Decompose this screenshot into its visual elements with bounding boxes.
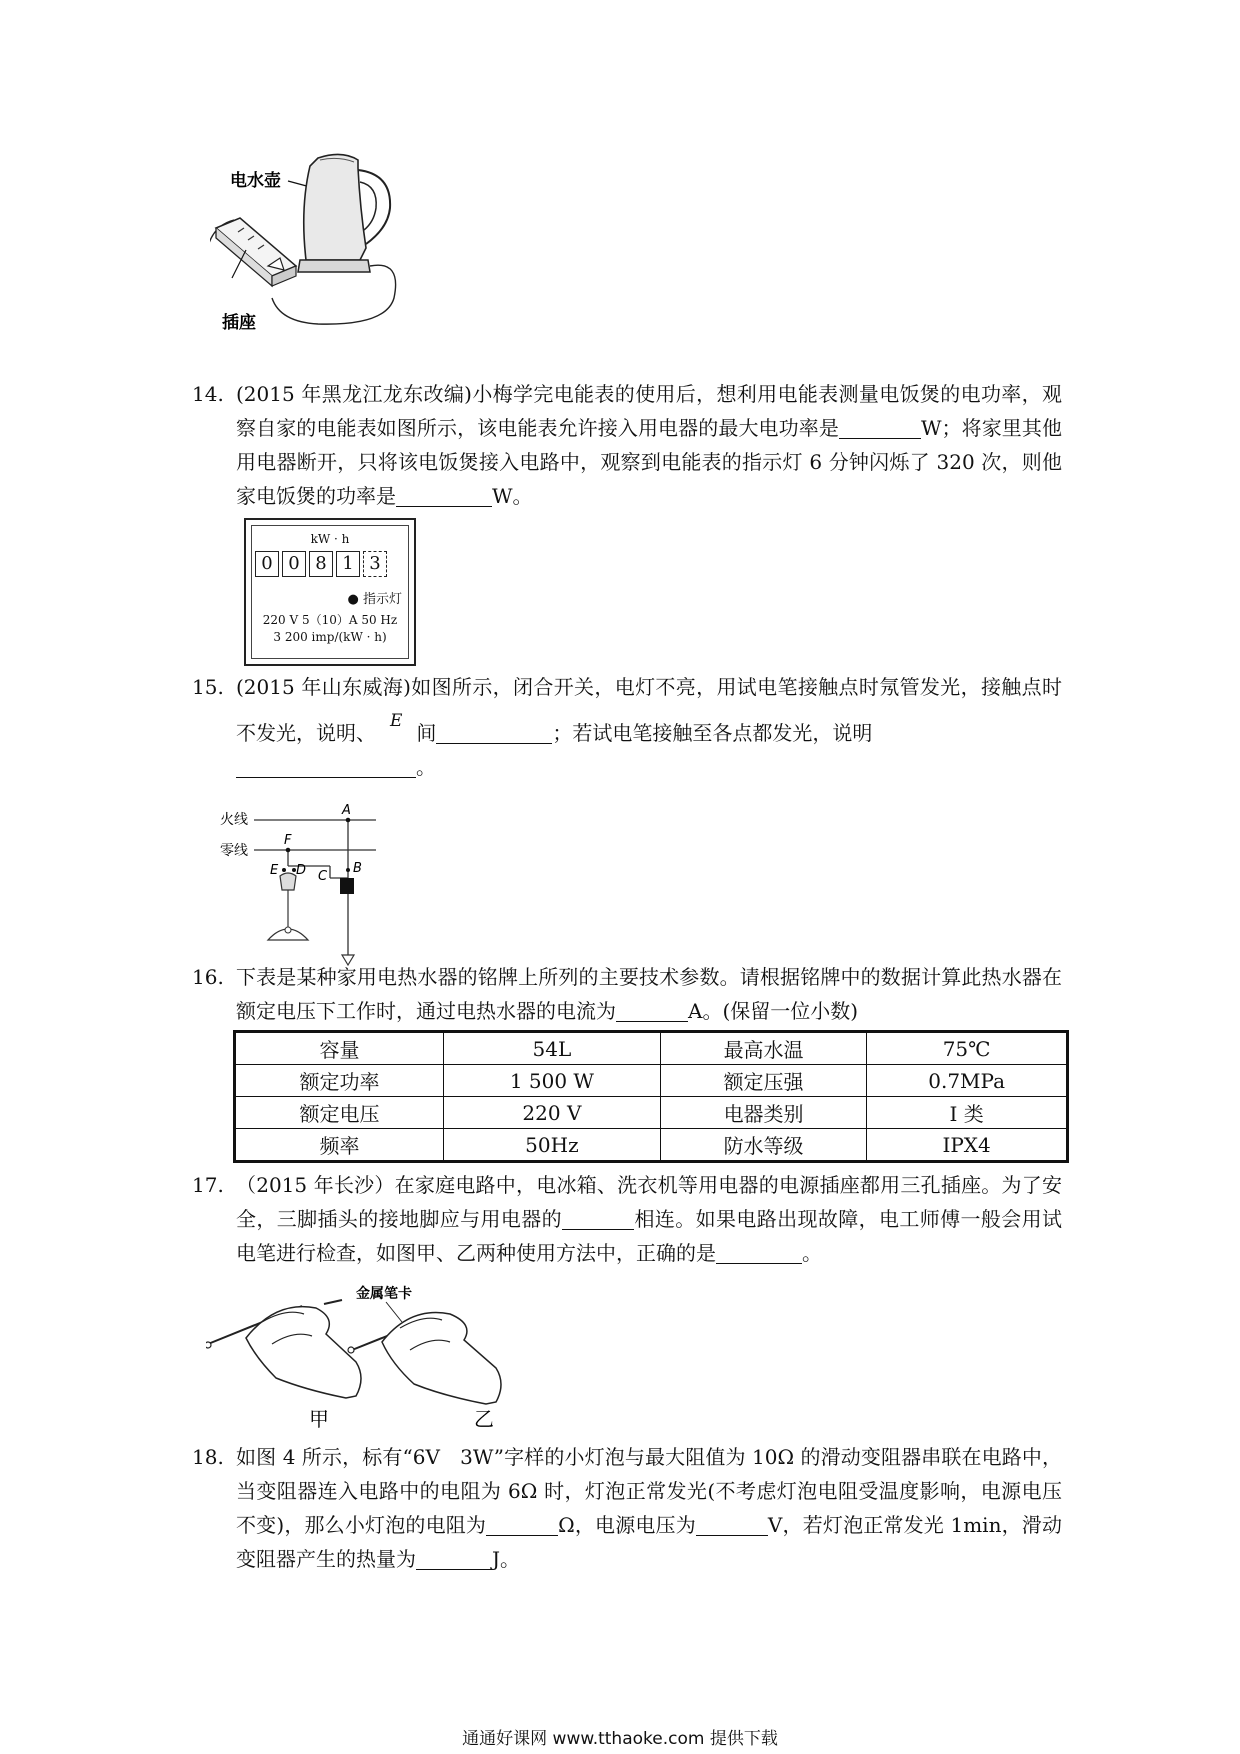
answer-blank[interactable] — [716, 1241, 802, 1264]
table-cell: 50Hz — [443, 1129, 660, 1162]
question-number: 15. — [192, 675, 224, 699]
table-cell: I 类 — [867, 1097, 1068, 1129]
question-18 — [192, 1440, 1062, 1576]
table-cell: 54L — [443, 1032, 660, 1065]
question-15 — [192, 670, 1062, 784]
question-14 — [192, 377, 1062, 513]
table-cell: 1 500 W — [443, 1065, 660, 1097]
answer-blank[interactable] — [236, 755, 416, 778]
meter-digit: 3 — [363, 551, 387, 577]
question-text: (2015 年黑龙江龙东改编)小梅学完电能表的使用后，想利用电能表测量电饭煲的电功率，观察自家的电能表如图所示，该电能表允许接入用电器的最大电功率是 — [236, 382, 1062, 440]
table-cell: 额定电压 — [235, 1097, 444, 1129]
point-c: C — [318, 869, 328, 884]
meter-digit: 1 — [336, 551, 360, 577]
live-wire-label: 火线 — [220, 812, 248, 828]
answer-blank[interactable] — [616, 999, 688, 1022]
table-row — [235, 1097, 1068, 1129]
kettle-label: 电水壶 — [230, 171, 281, 191]
question-text: 。 — [416, 755, 436, 779]
electricity-meter — [244, 518, 416, 666]
spec-table — [233, 1030, 1069, 1163]
table-cell: 频率 — [235, 1129, 444, 1162]
table-cell: 最高水温 — [660, 1032, 866, 1065]
table-row — [235, 1129, 1068, 1162]
question-text: J。 — [492, 1547, 521, 1571]
question-number: 17. — [192, 1173, 224, 1197]
table-cell: 额定功率 — [235, 1065, 444, 1097]
question-text: 间 — [416, 721, 437, 745]
question-text: 相连。如果电路出现故障，电工师傅一般会用试电笔进行检查，如图甲、乙两种使用方法中，正确的是 — [236, 1207, 1063, 1265]
symbol-e: E — [390, 711, 403, 731]
answer-blank[interactable] — [486, 1513, 558, 1536]
question-text: A。(保留一位小数) — [688, 999, 859, 1023]
answer-blank[interactable] — [562, 1207, 634, 1230]
point-a: A — [342, 803, 351, 818]
question-text: ；若试电笔接触至各点都发光，说明 — [552, 721, 873, 745]
table-cell: 防水等级 — [660, 1129, 866, 1162]
meter-digits — [255, 551, 390, 577]
question-number: 16. — [192, 965, 224, 989]
meter-digit: 0 — [282, 551, 306, 577]
socket-label: 插座 — [222, 313, 256, 333]
question-text: 如图 4 所示，标有“6V 3W”字样的小灯泡与最大阻值为 10Ω 的滑动变阻器串联在电路中，当变阻器连入电路中的电阻为 6Ω 时，灯泡正常发光(不考虑灯泡电阻受温度影响，电源电压不变)，那么小灯泡的电阻为 — [236, 1445, 1062, 1537]
table-cell: 额定压强 — [660, 1065, 866, 1097]
table-row — [235, 1065, 1068, 1097]
table-cell: IPX4 — [867, 1129, 1068, 1162]
kettle-figure — [210, 148, 410, 338]
meter-rating: 220 V 5（10）A 50 Hz — [262, 613, 398, 627]
table-row — [235, 1032, 1068, 1065]
answer-blank[interactable] — [839, 416, 921, 439]
question-text: V，若灯泡正常发光 1min，滑动变阻器产生的热量为 — [236, 1513, 1062, 1571]
answer-blank[interactable] — [696, 1513, 768, 1536]
point-b: B — [353, 861, 362, 876]
meter-imp: 3 200 imp/(kW · h) — [273, 630, 387, 644]
meter-digit: 8 — [309, 551, 333, 577]
circuit-figure — [218, 800, 398, 970]
meter-unit: kW · h — [310, 532, 350, 546]
question-number: 14. — [192, 382, 224, 406]
left-pen-label: 甲 — [309, 1407, 329, 1430]
question-number: 18. — [192, 1445, 224, 1469]
meter-digit: 0 — [255, 551, 279, 577]
question-text: (2015 年山东威海)如图所示，闭合开关，电灯不亮，用试电笔接触点时氖管发光，接触点时不发光，说明、 — [236, 675, 1062, 745]
point-d: D — [296, 863, 307, 878]
neutral-wire-label: 零线 — [220, 843, 248, 859]
answer-blank[interactable] — [436, 721, 552, 744]
table-cell: 220 V — [443, 1097, 660, 1129]
answer-blank[interactable] — [416, 1547, 492, 1570]
question-text: W。 — [492, 484, 533, 508]
question-17 — [192, 1168, 1062, 1270]
metal-clip-label: 金属笔卡 — [356, 1286, 412, 1302]
question-text: W；将家里其他用电器断开，只将该电饭煲接入电路中，观察到电能表的指示灯 6 分钟闪烁了 320 次，则他家电饭煲的功率是 — [236, 416, 1063, 508]
test-pen-figure — [206, 1278, 526, 1430]
table-cell: 0.7MPa — [867, 1065, 1068, 1097]
table-cell: 75℃ — [867, 1032, 1068, 1065]
question-text: 。 — [802, 1241, 822, 1265]
point-f: F — [284, 833, 292, 848]
question-text: Ω，电源电压为 — [558, 1513, 696, 1537]
question-text: 下表是某种家用电热水器的铭牌上所列的主要技术参数。请根据铭牌中的数据计算此热水器在额定电压下工作时，通过电热水器的电流为 — [236, 965, 1062, 1023]
table-cell: 电器类别 — [660, 1097, 866, 1129]
answer-blank[interactable] — [396, 484, 492, 507]
page-footer: 通通好课网 www.tthaoke.com 提供下载 — [462, 1729, 778, 1749]
question-text: （2015 年长沙）在家庭电路中，电冰箱、洗衣机等用电器的电源插座都用三孔插座。为了安全，三脚插头的接地脚应与用电器的 — [236, 1173, 1062, 1231]
point-e: E — [270, 863, 279, 878]
table-cell: 容量 — [235, 1032, 444, 1065]
meter-indicator: ● 指示灯 — [347, 592, 402, 607]
right-pen-label: 乙 — [474, 1407, 494, 1430]
question-16 — [192, 960, 1062, 1028]
